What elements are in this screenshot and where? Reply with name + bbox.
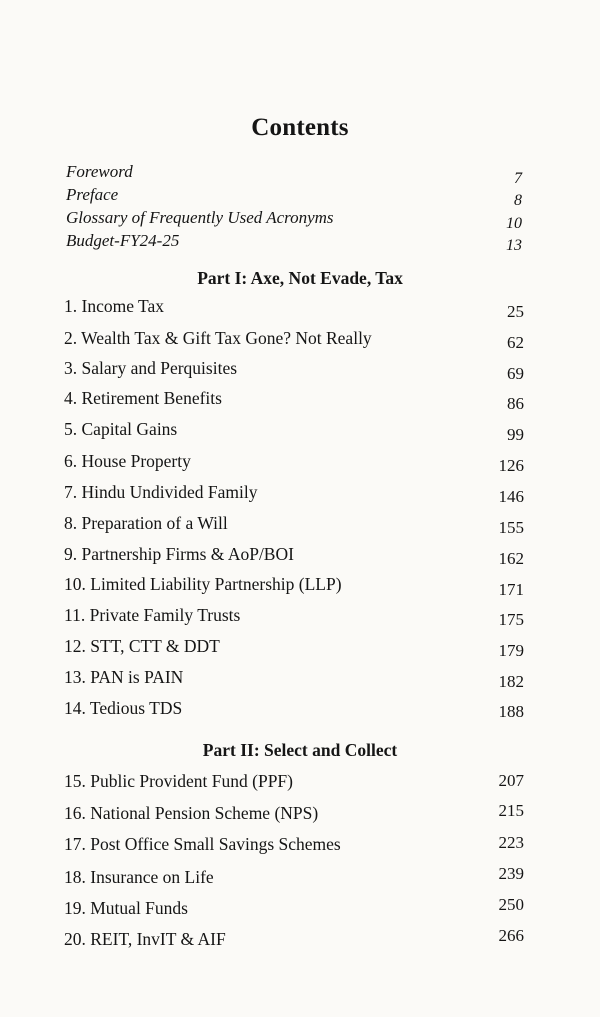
chapter-page: 62 xyxy=(507,333,524,352)
chapter-page: 266 xyxy=(498,926,524,945)
chapter-title: 5. Capital Gains xyxy=(64,419,178,439)
chapter-page: 182 xyxy=(498,672,524,691)
chapter-title: 12. STT, CTT & DDT xyxy=(64,636,220,656)
chapter-page: 86 xyxy=(507,394,524,413)
chapter-page: 146 xyxy=(498,487,524,506)
chapter-title: 15. Public Provident Fund (PPF) xyxy=(64,771,293,791)
chapter-title: 11. Private Family Trusts xyxy=(64,605,241,625)
front-matter-item: Glossary of Frequently Used Acronyms xyxy=(66,208,334,227)
chapter-page: 250 xyxy=(498,895,524,914)
chapter-title: 3. Salary and Perquisites xyxy=(64,358,238,378)
part-heading: Part II: Select and Collect xyxy=(202,740,398,760)
chapter-page: 155 xyxy=(498,518,524,537)
chapter-page: 207 xyxy=(498,771,524,790)
front-matter-page: 13 xyxy=(506,237,522,254)
chapter-page: 69 xyxy=(507,364,524,383)
chapter-page: 179 xyxy=(498,641,524,660)
chapter-page: 162 xyxy=(498,549,524,568)
front-matter-item: Budget-FY24-25 xyxy=(66,231,180,250)
chapter-page: 239 xyxy=(498,864,524,883)
chapter-title: 4. Retirement Benefits xyxy=(64,388,222,408)
chapter-title: 16. National Pension Scheme (NPS) xyxy=(64,803,319,823)
chapter-page: 126 xyxy=(498,456,524,475)
chapter-title: 1. Income Tax xyxy=(64,296,165,316)
chapter-page: 223 xyxy=(498,833,524,852)
front-matter-page: 7 xyxy=(514,170,522,187)
front-matter-item: Preface xyxy=(66,185,119,204)
chapter-page: 171 xyxy=(498,580,524,599)
chapter-title: 9. Partnership Firms & AoP/BOI xyxy=(64,544,294,564)
chapter-title: 14. Tedious TDS xyxy=(64,698,183,718)
page-title: Contents xyxy=(251,114,349,141)
front-matter-page: 8 xyxy=(514,192,522,209)
chapter-title: 19. Mutual Funds xyxy=(64,898,188,918)
chapter-title: 2. Wealth Tax & Gift Tax Gone? Not Really xyxy=(64,328,372,348)
front-matter-item: Foreword xyxy=(66,162,133,181)
chapter-page: 188 xyxy=(498,702,524,721)
part-heading: Part I: Axe, Not Evade, Tax xyxy=(197,268,403,288)
chapter-title: 10. Limited Liability Partnership (LLP) xyxy=(64,574,342,594)
chapter-title: 8. Preparation of a Will xyxy=(64,513,228,533)
chapter-title: 20. REIT, InvIT & AIF xyxy=(64,929,226,949)
front-matter-page: 10 xyxy=(506,215,522,232)
chapter-page: 175 xyxy=(498,610,524,629)
chapter-title: 18. Insurance on Life xyxy=(64,867,214,887)
chapter-page: 215 xyxy=(498,801,524,820)
chapter-title: 13. PAN is PAIN xyxy=(64,667,184,687)
chapter-page: 25 xyxy=(507,302,524,321)
chapter-page: 99 xyxy=(507,425,524,444)
chapter-title: 6. House Property xyxy=(64,451,191,471)
chapter-title: 7. Hindu Undivided Family xyxy=(64,482,258,502)
chapter-title: 17. Post Office Small Savings Schemes xyxy=(64,834,341,854)
